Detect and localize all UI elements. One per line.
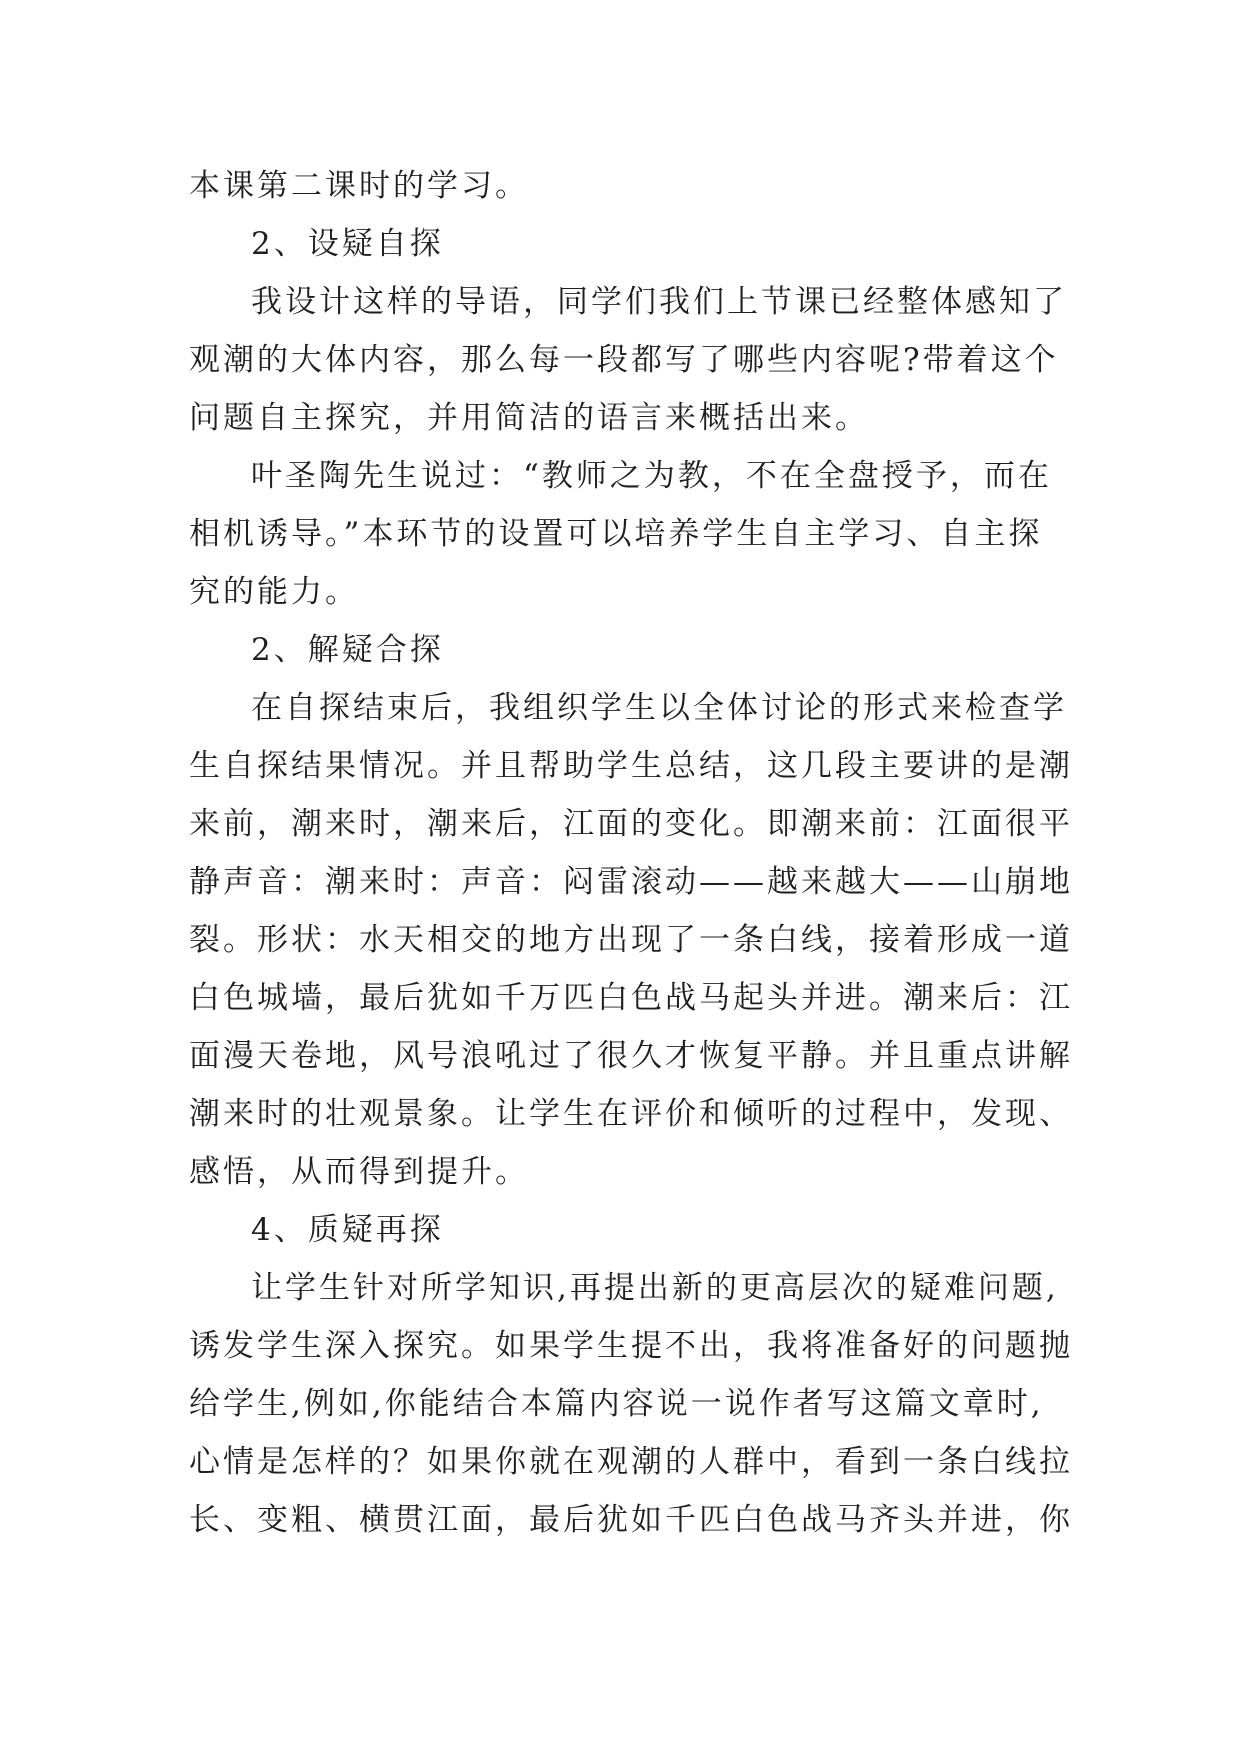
paragraph-line: 观潮的大体内容，那么每一段都写了哪些内容呢?带着这个 [189, 342, 1059, 378]
paragraph-line: 生自探结果情况。并且帮助学生总结，这几段主要讲的是潮 [189, 748, 1073, 784]
paragraph-line: 在自探结束后，我组织学生以全体讨论的形式来检查学 [251, 690, 1067, 726]
paragraph-line: 来前，潮来时，潮来后，江面的变化。即潮来前：江面很平 [189, 806, 1073, 842]
paragraph-line: 裂。形状：水天相交的地方出现了一条白线，接着形成一道 [189, 922, 1073, 958]
paragraph-line: 我设计这样的导语，同学们我们上节课已经整体感知了 [251, 284, 1067, 320]
paragraph-line: 感悟，从而得到提升。 [189, 1154, 529, 1190]
paragraph-line: 究的能力。 [189, 574, 359, 610]
paragraph-line: 诱发学生深入探究。如果学生提不出，我将准备好的问题抛 [189, 1328, 1073, 1364]
paragraph-line: 静声音：潮来时：声音：闷雷滚动——越来越大——山崩地 [189, 864, 1073, 900]
paragraph-line: 心情是怎样的？如果你就在观潮的人群中，看到一条白线拉 [189, 1444, 1073, 1480]
paragraph-line: 潮来时的壮观景象。让学生在评价和倾听的过程中，发现、 [189, 1096, 1073, 1132]
section-heading: 2、设疑自探 [251, 226, 444, 262]
paragraph-line: 白色城墙，最后犹如千万匹白色战马起头并进。潮来后：江 [189, 980, 1073, 1016]
section-heading: 2、解疑合探 [251, 632, 444, 668]
text-line: 本课第二课时的学习。 [189, 168, 529, 204]
paragraph-line: 叶圣陶先生说过：“教师之为教，不在全盘授予，而在 [251, 458, 1052, 494]
paragraph-line: 给学生,例如,你能结合本篇内容说一说作者写这篇文章时, [189, 1386, 1044, 1422]
paragraph-line: 面漫天卷地，风号浪吼过了很久才恢复平静。并且重点讲解 [189, 1038, 1073, 1074]
paragraph-line: 长、变粗、横贯江面，最后犹如千匹白色战马齐头并进，你 [189, 1502, 1073, 1538]
paragraph-line: 相机诱导。”本环节的设置可以培养学生自主学习、自主探 [189, 516, 1043, 552]
paragraph-line: 问题自主探究，并用简洁的语言来概括出来。 [189, 400, 869, 436]
section-heading: 4、质疑再探 [251, 1212, 444, 1248]
paragraph-line: 让学生针对所学知识,再提出新的更高层次的疑难问题, [251, 1270, 1059, 1306]
